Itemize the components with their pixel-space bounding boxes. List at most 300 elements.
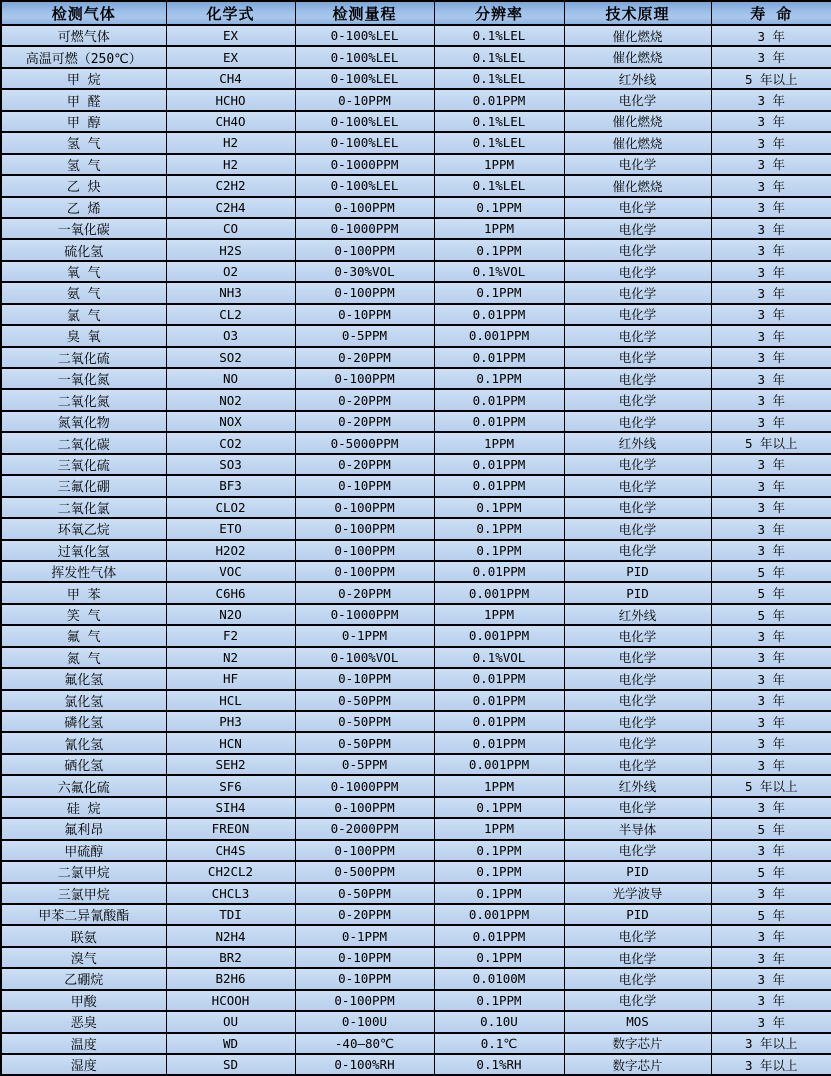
table-row (1, 175, 831, 196)
table-row (1, 625, 831, 646)
table-row (1, 947, 831, 968)
table-row (1, 690, 831, 711)
table-row (1, 347, 831, 368)
cell-resolution: 0.1℃ (434, 1033, 564, 1054)
cell-resolution: 0.1%LEL (434, 111, 564, 132)
cell-gas: 氮 气 (1, 647, 166, 668)
cell-gas: 氢 气 (1, 154, 166, 175)
cell-lifespan: 5 年 (711, 604, 831, 625)
table-row (1, 497, 831, 518)
cell-range: 0-100PPM (295, 990, 434, 1011)
table-row (1, 1033, 831, 1054)
cell-lifespan: 5 年 (711, 904, 831, 925)
cell-principle: 红外线 (564, 604, 711, 625)
cell-principle: 电化学 (564, 368, 711, 389)
table-row (1, 861, 831, 882)
cell-formula: CO2 (166, 432, 295, 453)
cell-lifespan: 3 年 (711, 690, 831, 711)
cell-range: 0-100%LEL (295, 132, 434, 153)
cell-principle: 电化学 (564, 218, 711, 239)
cell-lifespan: 3 年 (711, 540, 831, 561)
cell-formula: C2H2 (166, 175, 295, 196)
cell-range: -40—80℃ (295, 1033, 434, 1054)
cell-formula: HF (166, 668, 295, 689)
cell-resolution: 0.1%LEL (434, 68, 564, 89)
cell-resolution: 0.01PPM (434, 732, 564, 753)
cell-range: 0-100PPM (295, 540, 434, 561)
cell-formula: HCN (166, 732, 295, 753)
cell-principle: 电化学 (564, 325, 711, 346)
cell-range: 0-5PPM (295, 754, 434, 775)
table-header (1, 1, 831, 25)
cell-principle: 电化学 (564, 197, 711, 218)
cell-resolution: 1PPM (434, 432, 564, 453)
table-row (1, 454, 831, 475)
cell-lifespan: 3 年 (711, 239, 831, 260)
cell-range: 0-10PPM (295, 304, 434, 325)
cell-principle: 电化学 (564, 261, 711, 282)
cell-gas: 笑 气 (1, 604, 166, 625)
table-row (1, 582, 831, 603)
cell-resolution: 0.1PPM (434, 947, 564, 968)
table-row (1, 990, 831, 1011)
cell-principle: 电化学 (564, 389, 711, 410)
cell-resolution: 0.01PPM (434, 304, 564, 325)
cell-resolution: 0.1PPM (434, 883, 564, 904)
cell-resolution: 0.001PPM (434, 582, 564, 603)
cell-formula: SF6 (166, 775, 295, 796)
cell-lifespan: 3 年 (711, 990, 831, 1011)
cell-formula: H2S (166, 239, 295, 260)
cell-gas: 氧 气 (1, 261, 166, 282)
cell-range: 0-100PPM (295, 368, 434, 389)
cell-formula: OU (166, 1011, 295, 1032)
cell-range: 0-1PPM (295, 625, 434, 646)
col-header-resolution: 分辨率 (434, 1, 564, 25)
table-row (1, 711, 831, 732)
cell-formula: HCL (166, 690, 295, 711)
cell-gas: 二氧化硫 (1, 347, 166, 368)
cell-formula: O2 (166, 261, 295, 282)
cell-gas: 恶臭 (1, 1011, 166, 1032)
cell-range: 0-2000PPM (295, 818, 434, 839)
cell-lifespan: 3 年 (711, 304, 831, 325)
cell-lifespan: 3 年 (711, 111, 831, 132)
cell-principle: 电化学 (564, 518, 711, 539)
table-row (1, 540, 831, 561)
cell-lifespan: 3 年以上 (711, 1054, 831, 1075)
cell-resolution: 0.001PPM (434, 625, 564, 646)
cell-formula: CH4S (166, 840, 295, 861)
cell-principle: 电化学 (564, 239, 711, 260)
cell-gas: 硒化氢 (1, 754, 166, 775)
cell-formula: H2 (166, 132, 295, 153)
cell-formula: SIH4 (166, 797, 295, 818)
col-header-lifespan: 寿 命 (711, 1, 831, 25)
cell-range: 0-100%RH (295, 1054, 434, 1075)
cell-gas: 氯 气 (1, 304, 166, 325)
cell-gas: 环氧乙烷 (1, 518, 166, 539)
cell-resolution: 0.1PPM (434, 540, 564, 561)
table-row (1, 68, 831, 89)
cell-principle: 电化学 (564, 89, 711, 110)
cell-formula: NO2 (166, 389, 295, 410)
cell-range: 0-10PPM (295, 968, 434, 989)
cell-gas: 甲硫醇 (1, 840, 166, 861)
cell-formula: HCHO (166, 89, 295, 110)
cell-gas: 甲 烷 (1, 68, 166, 89)
cell-resolution: 1PPM (434, 154, 564, 175)
cell-formula: N2H4 (166, 925, 295, 946)
cell-resolution: 0.001PPM (434, 904, 564, 925)
cell-formula: TDI (166, 904, 295, 925)
cell-principle: 催化燃烧 (564, 46, 711, 67)
cell-formula: O3 (166, 325, 295, 346)
cell-resolution: 0.01PPM (434, 711, 564, 732)
cell-lifespan: 3 年 (711, 347, 831, 368)
cell-lifespan: 3 年 (711, 497, 831, 518)
cell-resolution: 0.1PPM (434, 518, 564, 539)
cell-lifespan: 3 年 (711, 925, 831, 946)
cell-formula: WD (166, 1033, 295, 1054)
cell-formula: VOC (166, 561, 295, 582)
cell-formula: CO (166, 218, 295, 239)
table-row (1, 518, 831, 539)
cell-lifespan: 3 年 (711, 197, 831, 218)
table-row (1, 411, 831, 432)
cell-range: 0-100%LEL (295, 25, 434, 46)
cell-lifespan: 5 年 (711, 861, 831, 882)
cell-range: 0-10PPM (295, 668, 434, 689)
cell-formula: C6H6 (166, 582, 295, 603)
cell-principle: 电化学 (564, 540, 711, 561)
cell-resolution: 0.1PPM (434, 197, 564, 218)
cell-range: 0-1000PPM (295, 604, 434, 625)
table-row (1, 46, 831, 67)
cell-formula: N2O (166, 604, 295, 625)
cell-range: 0-100PPM (295, 497, 434, 518)
cell-formula: H2 (166, 154, 295, 175)
cell-lifespan: 3 年 (711, 754, 831, 775)
cell-resolution: 0.1PPM (434, 797, 564, 818)
table-row (1, 968, 831, 989)
cell-range: 0-1000PPM (295, 775, 434, 796)
table-row (1, 304, 831, 325)
cell-lifespan: 5 年 (711, 561, 831, 582)
table-row (1, 389, 831, 410)
cell-lifespan: 3 年 (711, 325, 831, 346)
cell-gas: 高温可燃（250℃） (1, 46, 166, 67)
cell-resolution: 1PPM (434, 218, 564, 239)
cell-range: 0-5PPM (295, 325, 434, 346)
cell-range: 0-500PPM (295, 861, 434, 882)
cell-lifespan: 3 年 (711, 89, 831, 110)
cell-resolution: 0.1PPM (434, 239, 564, 260)
cell-lifespan: 3 年 (711, 518, 831, 539)
cell-gas: 乙硼烷 (1, 968, 166, 989)
col-header-formula: 化学式 (166, 1, 295, 25)
cell-range: 0-100PPM (295, 518, 434, 539)
table-row (1, 432, 831, 453)
cell-principle: MOS (564, 1011, 711, 1032)
cell-resolution: 0.001PPM (434, 325, 564, 346)
cell-gas: 氮氧化物 (1, 411, 166, 432)
cell-range: 0-100PPM (295, 197, 434, 218)
cell-principle: 数字芯片 (564, 1054, 711, 1075)
table-row (1, 239, 831, 260)
cell-principle: 电化学 (564, 711, 711, 732)
cell-range: 0-1000PPM (295, 154, 434, 175)
table-row (1, 561, 831, 582)
cell-lifespan: 3 年 (711, 947, 831, 968)
cell-resolution: 0.1%VOL (434, 647, 564, 668)
cell-range: 0-100PPM (295, 561, 434, 582)
cell-gas: 硫化氢 (1, 239, 166, 260)
cell-range: 0-20PPM (295, 582, 434, 603)
cell-range: 0-50PPM (295, 711, 434, 732)
cell-lifespan: 3 年以上 (711, 1033, 831, 1054)
cell-range: 0-20PPM (295, 411, 434, 432)
cell-lifespan: 3 年 (711, 883, 831, 904)
cell-range: 0-50PPM (295, 690, 434, 711)
cell-resolution: 1PPM (434, 775, 564, 796)
cell-principle: 光学波导 (564, 883, 711, 904)
cell-range: 0-10PPM (295, 89, 434, 110)
table-row (1, 1011, 831, 1032)
cell-gas: 二氯甲烷 (1, 861, 166, 882)
cell-gas: 甲 苯 (1, 582, 166, 603)
cell-principle: PID (564, 904, 711, 925)
header-row (1, 1, 831, 25)
cell-gas: 臭 氧 (1, 325, 166, 346)
cell-resolution: 0.1%LEL (434, 175, 564, 196)
table-row (1, 132, 831, 153)
cell-range: 0-50PPM (295, 883, 434, 904)
cell-principle: 电化学 (564, 497, 711, 518)
cell-lifespan: 3 年 (711, 625, 831, 646)
table-row (1, 197, 831, 218)
cell-resolution: 1PPM (434, 818, 564, 839)
cell-lifespan: 3 年 (711, 25, 831, 46)
cell-formula: SO2 (166, 347, 295, 368)
cell-resolution: 0.01PPM (434, 454, 564, 475)
cell-lifespan: 3 年 (711, 711, 831, 732)
cell-gas: 磷化氢 (1, 711, 166, 732)
cell-range: 0-20PPM (295, 347, 434, 368)
cell-principle: 催化燃烧 (564, 25, 711, 46)
table-row (1, 775, 831, 796)
cell-lifespan: 3 年 (711, 968, 831, 989)
cell-formula: B2H6 (166, 968, 295, 989)
cell-range: 0-100%LEL (295, 111, 434, 132)
cell-formula: EX (166, 25, 295, 46)
cell-lifespan: 3 年 (711, 647, 831, 668)
cell-principle: 电化学 (564, 154, 711, 175)
cell-principle: 电化学 (564, 797, 711, 818)
cell-principle: 红外线 (564, 775, 711, 796)
cell-gas: 一氧化氮 (1, 368, 166, 389)
cell-range: 0-10PPM (295, 475, 434, 496)
table-row (1, 754, 831, 775)
cell-range: 0-30%VOL (295, 261, 434, 282)
cell-formula: CHCL3 (166, 883, 295, 904)
cell-resolution: 0.01PPM (434, 925, 564, 946)
cell-resolution: 0.1PPM (434, 282, 564, 303)
cell-principle: 电化学 (564, 840, 711, 861)
cell-principle: 催化燃烧 (564, 175, 711, 196)
cell-gas: 乙 炔 (1, 175, 166, 196)
cell-range: 0-100PPM (295, 282, 434, 303)
col-header-range: 检测量程 (295, 1, 434, 25)
cell-resolution: 0.01PPM (434, 347, 564, 368)
table-row (1, 368, 831, 389)
table-row (1, 797, 831, 818)
cell-formula: ETO (166, 518, 295, 539)
cell-gas: 甲苯二异氰酸酯 (1, 904, 166, 925)
cell-lifespan: 3 年 (711, 261, 831, 282)
cell-formula: CL2 (166, 304, 295, 325)
cell-formula: EX (166, 46, 295, 67)
col-header-principle: 技术原理 (564, 1, 711, 25)
cell-lifespan: 5 年 (711, 582, 831, 603)
cell-formula: CLO2 (166, 497, 295, 518)
cell-formula: NH3 (166, 282, 295, 303)
table-row (1, 261, 831, 282)
cell-principle: 电化学 (564, 668, 711, 689)
cell-gas: 可燃气体 (1, 25, 166, 46)
cell-gas: 二氧化氯 (1, 497, 166, 518)
cell-gas: 联氨 (1, 925, 166, 946)
cell-range: 0-5000PPM (295, 432, 434, 453)
cell-range: 0-100PPM (295, 840, 434, 861)
cell-resolution: 0.01PPM (434, 561, 564, 582)
table-row (1, 840, 831, 861)
cell-principle: PID (564, 861, 711, 882)
table-row (1, 111, 831, 132)
table-row (1, 218, 831, 239)
cell-principle: 电化学 (564, 947, 711, 968)
cell-principle: 红外线 (564, 432, 711, 453)
cell-gas: 溴气 (1, 947, 166, 968)
cell-principle: 电化学 (564, 925, 711, 946)
cell-range: 0-100%LEL (295, 68, 434, 89)
cell-principle: 电化学 (564, 475, 711, 496)
table-row (1, 818, 831, 839)
cell-formula: F2 (166, 625, 295, 646)
cell-resolution: 0.1PPM (434, 368, 564, 389)
cell-principle: PID (564, 582, 711, 603)
cell-principle: 电化学 (564, 625, 711, 646)
table-row (1, 89, 831, 110)
cell-range: 0-100%VOL (295, 647, 434, 668)
cell-resolution: 0.01PPM (434, 690, 564, 711)
table-row (1, 904, 831, 925)
cell-lifespan: 5 年 (711, 818, 831, 839)
cell-lifespan: 3 年 (711, 475, 831, 496)
table-row (1, 604, 831, 625)
cell-resolution: 0.1PPM (434, 861, 564, 882)
cell-gas: 甲 醛 (1, 89, 166, 110)
cell-lifespan: 3 年 (711, 840, 831, 861)
cell-principle: 催化燃烧 (564, 132, 711, 153)
table-row (1, 668, 831, 689)
cell-lifespan: 5 年以上 (711, 775, 831, 796)
col-header-gas: 检测气体 (1, 1, 166, 25)
cell-range: 0-100%LEL (295, 175, 434, 196)
cell-principle: 电化学 (564, 754, 711, 775)
cell-formula: SEH2 (166, 754, 295, 775)
cell-principle: 电化学 (564, 990, 711, 1011)
table-row (1, 883, 831, 904)
cell-resolution: 0.1PPM (434, 840, 564, 861)
table-row (1, 475, 831, 496)
cell-principle: 电化学 (564, 732, 711, 753)
cell-gas: 氟利昂 (1, 818, 166, 839)
cell-formula: SD (166, 1054, 295, 1075)
cell-formula: BF3 (166, 475, 295, 496)
cell-lifespan: 3 年 (711, 389, 831, 410)
cell-formula: SO3 (166, 454, 295, 475)
table-body (1, 25, 831, 1075)
cell-principle: 电化学 (564, 647, 711, 668)
cell-range: 0-1PPM (295, 925, 434, 946)
cell-range: 0-1000PPM (295, 218, 434, 239)
cell-lifespan: 3 年 (711, 46, 831, 67)
table-row (1, 1054, 831, 1075)
cell-principle: 电化学 (564, 454, 711, 475)
cell-lifespan: 3 年 (711, 368, 831, 389)
cell-formula: NO (166, 368, 295, 389)
cell-lifespan: 3 年 (711, 1011, 831, 1032)
cell-lifespan: 5 年以上 (711, 432, 831, 453)
cell-gas: 氰化氢 (1, 732, 166, 753)
cell-gas: 氢 气 (1, 132, 166, 153)
cell-lifespan: 3 年 (711, 411, 831, 432)
cell-lifespan: 3 年 (711, 668, 831, 689)
table-row (1, 732, 831, 753)
cell-formula: CH4 (166, 68, 295, 89)
cell-principle: 数字芯片 (564, 1033, 711, 1054)
cell-formula: CH2CL2 (166, 861, 295, 882)
cell-lifespan: 3 年 (711, 797, 831, 818)
cell-range: 0-100PPM (295, 239, 434, 260)
cell-principle: 电化学 (564, 411, 711, 432)
cell-range: 0-10PPM (295, 947, 434, 968)
cell-range: 0-100U (295, 1011, 434, 1032)
cell-principle: 催化燃烧 (564, 111, 711, 132)
cell-gas: 甲 醇 (1, 111, 166, 132)
cell-principle: 半导体 (564, 818, 711, 839)
cell-range: 0-20PPM (295, 454, 434, 475)
cell-formula: C2H4 (166, 197, 295, 218)
cell-gas: 氯化氢 (1, 690, 166, 711)
cell-formula: FREON (166, 818, 295, 839)
cell-resolution: 0.1PPM (434, 990, 564, 1011)
cell-gas: 乙 烯 (1, 197, 166, 218)
cell-lifespan: 3 年 (711, 132, 831, 153)
cell-principle: 电化学 (564, 968, 711, 989)
cell-gas: 氨 气 (1, 282, 166, 303)
cell-range: 0-20PPM (295, 389, 434, 410)
cell-resolution: 0.1PPM (434, 497, 564, 518)
cell-resolution: 0.001PPM (434, 754, 564, 775)
cell-lifespan: 3 年 (711, 732, 831, 753)
cell-gas: 三氧化硫 (1, 454, 166, 475)
cell-gas: 过氧化氢 (1, 540, 166, 561)
cell-formula: NOX (166, 411, 295, 432)
cell-gas: 湿度 (1, 1054, 166, 1075)
cell-gas: 温度 (1, 1033, 166, 1054)
